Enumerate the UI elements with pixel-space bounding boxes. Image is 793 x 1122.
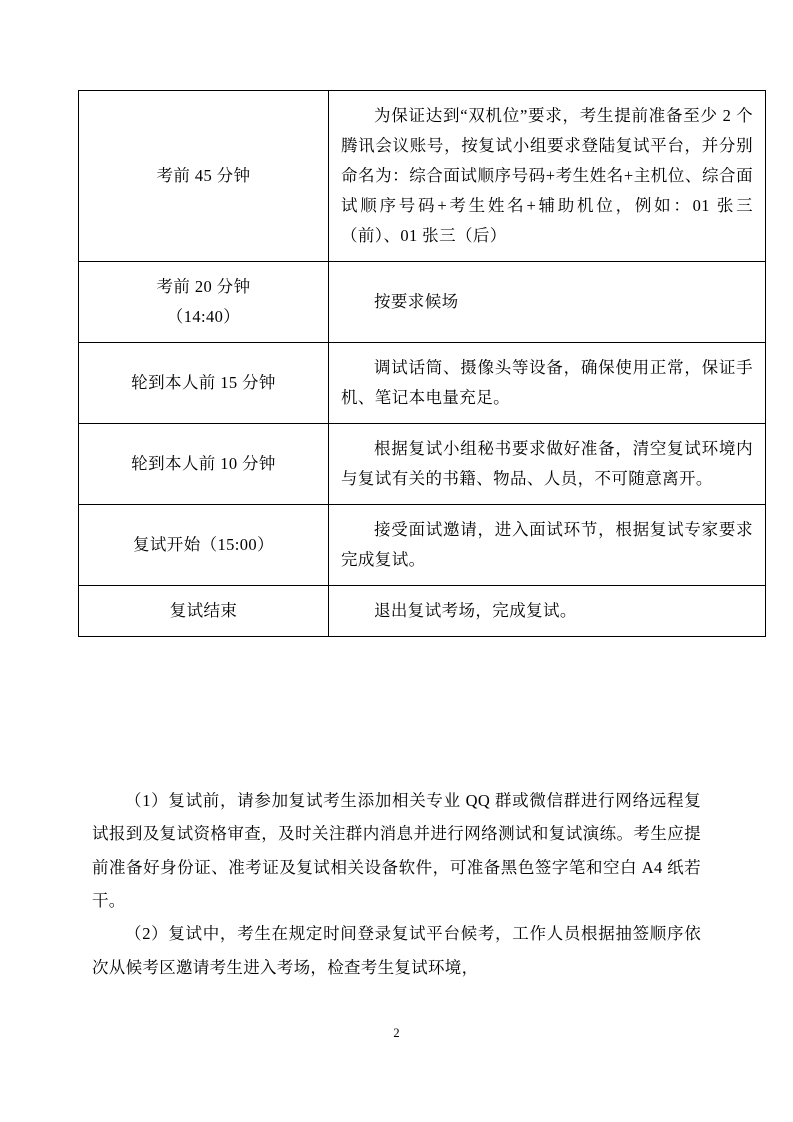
- table-cell-description: 接受面试邀请，进入面试环节，根据复试专家要求完成复试。: [329, 505, 766, 586]
- schedule-table: [78, 90, 766, 637]
- table-row: [79, 505, 766, 586]
- table-cell-time: 轮到本人前 10 分钟: [79, 424, 329, 505]
- page-number: 2: [393, 1026, 400, 1040]
- table-cell-description: 按要求候场: [329, 262, 766, 343]
- table-row: [79, 343, 766, 424]
- table-cell-description: 退出复试考场，完成复试。: [329, 586, 766, 637]
- table-cell-time: 考前 45 分钟: [79, 91, 329, 262]
- table-row: [79, 262, 766, 343]
- table-row: [79, 91, 766, 262]
- table-cell-description: 根据复试小组秘书要求做好准备，清空复试环境内与复试有关的书籍、物品、人员，不可随意离开。: [329, 424, 766, 505]
- table-cell-description: 为保证达到“双机位”要求，考生提前准备至少 2 个腾讯会议账号，按复试小组要求登陆复试平台，并分别命名为：综合面试顺序号码+考生姓名+主机位、综合面试顺序号码+考生姓名+辅助机位，例如：01 张三（前）、01 张三（后）: [329, 91, 766, 262]
- table-cell-time-line2: （14:40）: [166, 307, 241, 327]
- table-cell-time: 轮到本人前 15 分钟: [79, 343, 329, 424]
- table-cell-time-line1: 考前 20 分钟: [156, 277, 251, 297]
- paragraph-during-exam: （2）复试中，考生在规定时间登录复试平台候考，工作人员根据抽签顺序依次从候考区邀请考生进入考场，检查考生复试环境，: [92, 924, 701, 977]
- table-row: [79, 424, 766, 505]
- table-cell-description: 调试话筒、摄像头等设备，确保使用正常，保证手机、笔记本电量充足。: [329, 343, 766, 424]
- table-cell-time: 复试开始（15:00）: [79, 505, 329, 586]
- body-text-block: [78, 762, 715, 994]
- table-cell-time: 复试结束: [79, 586, 329, 637]
- table-cell-time: [79, 262, 329, 343]
- paragraph-before-exam: （1）复试前，请参加复试考生添加相关专业 QQ 群或微信群进行网络远程复试报到及复试资格审查，及时关注群内消息并进行网络测试和复试演练。考生应提前准备好身份证、准考证及复试相关设备软件，可准备黑色签字笔和空白 A4 纸若干。: [92, 791, 701, 910]
- table-row: [79, 586, 766, 637]
